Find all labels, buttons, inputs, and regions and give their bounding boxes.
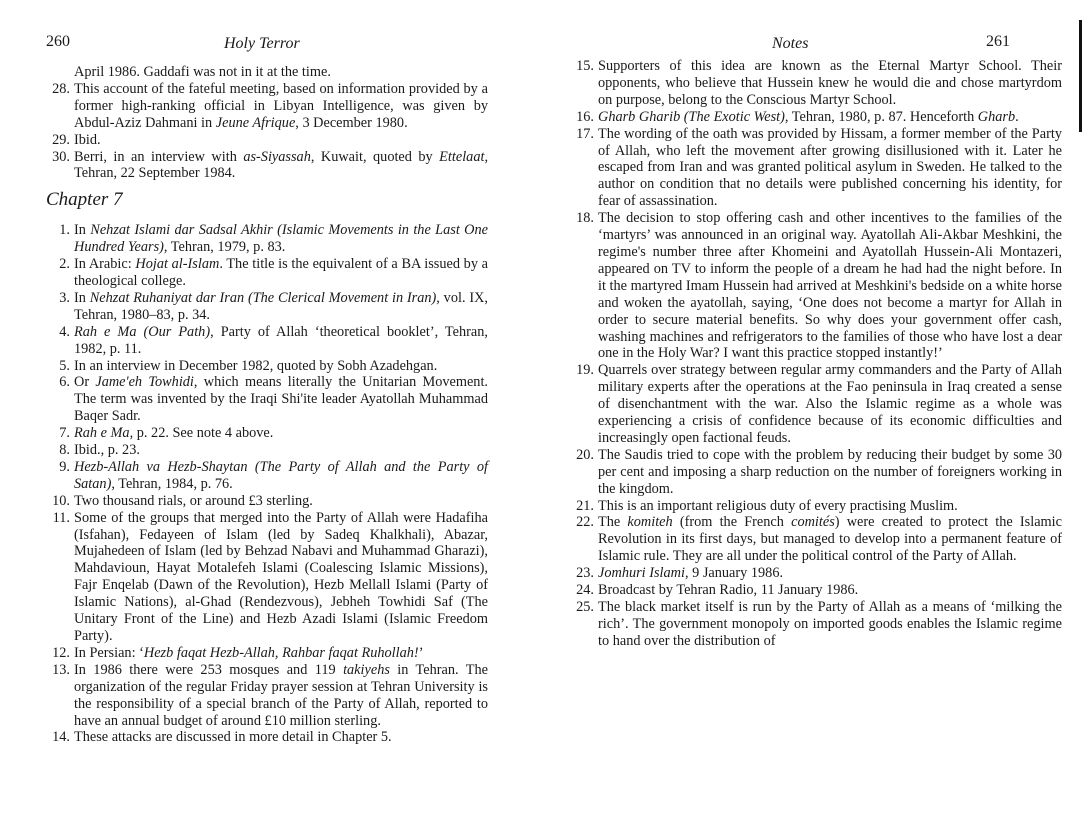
page-edge-line <box>1079 20 1082 132</box>
note-item <box>570 599 1062 650</box>
note-number: 12. <box>52 644 70 661</box>
note-item <box>46 374 488 425</box>
note-text: The decision to stop offering cash and other incentives to the families of the ‘martyrs’ was announced in an original way. Ayatollah Ali-Akbar Meshkini, the regime's number three after Khomeini and Ayatollah Hussein-Ali Montazeri, appeared on TV to inform the people of a dream he had had the night before. In it the martyred Imam Hussein had arrived at Meshkini's bedside on a white horse and woken the ayatollah, saying, ‘One does not become a martyr for Allah in order to secure material benefits. So why does your government offer cash, washing machines and refrigerators to the families of those who have lost a dear one in the Holy War? I want this practice stopped instantly!’ <box>598 210 1062 362</box>
note-text: Rah e Ma (Our Path), Party of Allah ‘theoretical booklet’, Tehran, 1982, p. 11. <box>74 323 488 357</box>
note-number: 1. <box>59 222 70 239</box>
note-text: In Arabic: Hojat al-Islam. The title is the equivalent of a BA issued by a theological college. <box>74 256 489 289</box>
note-number: 18. <box>576 210 594 227</box>
note-number: 30. <box>52 148 70 165</box>
note-number: 13. <box>52 661 70 678</box>
note-text: These attacks are discussed in more detail in Chapter 5. <box>74 729 392 746</box>
note-item <box>570 109 1062 126</box>
note-text: Berri, in an interview with as-Siyassah, Kuwait, quoted by Ettelaat, Tehran, 22 September 1984. <box>74 148 489 182</box>
note-item <box>46 645 488 662</box>
note-item <box>46 81 488 132</box>
note-number: 8. <box>59 442 70 459</box>
running-title: Notes <box>772 35 809 52</box>
note-text: Rah e Ma, p. 22. See note 4 above. <box>74 425 274 442</box>
note-item <box>46 222 488 256</box>
note-text: Supporters of this idea are known as the Eternal Martyr School. Their opponents, who believe that Hussein knew he would die and chose martyrdom on purpose, belong to the Conscious Martyr School. <box>598 58 1062 108</box>
note-item <box>46 324 488 358</box>
page-number: 261 <box>986 33 1010 50</box>
note-number: 6. <box>59 374 70 391</box>
note-item <box>570 58 1062 109</box>
note-item <box>46 493 488 510</box>
note-item <box>46 459 488 493</box>
note-item <box>46 149 488 183</box>
note-number: 28. <box>52 80 70 97</box>
note-text: In Nehzat Islami dar Sadsal Akhir (Islamic Movements in the Last One Hundred Years), Tehran, 1979, p. 83. <box>74 222 488 256</box>
note-number: 19. <box>576 362 594 379</box>
note-text: The black market itself is run by the Party of Allah as a means of ‘milking the rich’. The government monopoly on imported goods enables the Islamic regime to hand over the distribution of <box>598 599 1062 649</box>
note-text: Hezb-Allah va Hezb-Shaytan (The Party of Allah and the Party of Satan), Tehran, 1984, p. 76. <box>74 458 488 492</box>
note-item <box>46 132 488 149</box>
note-item <box>570 565 1062 582</box>
note-item <box>46 425 488 442</box>
note-text: In an interview in December 1982, quoted by Sobh Azadehgan. <box>74 357 438 374</box>
running-title: Holy Terror <box>224 35 300 52</box>
note-number: 7. <box>59 425 70 442</box>
note-number: 22. <box>576 514 594 531</box>
note-text: Quarrels over strategy between regular army commanders and the Party of Allah military experts after the operations at the Fao peninsula in Iraq created a sense of disenchantment with the war. Also the Islamic regime as a whole was experiencing a crisis of confidence because of its economic difficulties and increasingly open factional feuds. <box>598 362 1062 446</box>
note-number: 24. <box>576 582 594 599</box>
note-item <box>570 210 1062 362</box>
note-item <box>570 447 1062 498</box>
note-item <box>46 290 488 324</box>
note-number: 25. <box>576 599 594 615</box>
note-number: 3. <box>59 289 70 306</box>
note-number: 16. <box>576 108 594 125</box>
note-item <box>570 582 1062 599</box>
note-text: Or Jame'eh Towhidi, which means literally the Unitarian Movement. The term was invented by the Iraqi Shi'ite leader Ayatollah Muhammad Baqer Sadr. <box>74 374 488 425</box>
note-text: Gharb Gharib (The Exotic West), Tehran, 1980, p. 87. Henceforth Gharb. <box>598 108 1019 125</box>
note-number: 9. <box>59 458 70 475</box>
note-text: Broadcast by Tehran Radio, 11 January 1986. <box>598 582 859 599</box>
note-text: This account of the fateful meeting, based on information provided by a former high-ranking official in Libyan Intelligence, was given by Abdul-Aziz Dahmani in Jeune Afrique, 3 December 1980. <box>74 80 488 131</box>
note-number: 4. <box>59 323 70 340</box>
note-text: Ibid., p. 23. <box>74 442 140 459</box>
note-item <box>570 362 1062 447</box>
note-item <box>46 358 488 375</box>
note-number: 20. <box>576 446 594 463</box>
note-text: Jomhuri Islami, 9 January 1986. <box>598 565 784 582</box>
note-number: 21. <box>576 497 594 514</box>
note-item <box>46 662 488 730</box>
note-text: Ibid. <box>74 131 101 148</box>
note-number: 11. <box>52 509 70 526</box>
note-number: 14. <box>52 729 70 746</box>
note-text: The wording of the oath was provided by Hissam, a former member of the Party of Allah, who left the movement after growing disillusioned with it. Later he escaped from Iran and was granted political asylum in Sweden. He talked to the author on condition that no details were published concerning his identity, for fear of assassination. <box>598 125 1062 210</box>
chapter-heading: Chapter 7 <box>46 189 123 211</box>
note-item <box>46 256 488 290</box>
note-number: 23. <box>576 565 594 582</box>
note-number: 29. <box>52 131 70 148</box>
note-number: 5. <box>59 357 70 374</box>
notes-column <box>570 58 1062 650</box>
note-text: Two thousand rials, or around £3 sterling. <box>74 492 313 509</box>
notes-before-chapter <box>46 81 488 182</box>
notes-column <box>46 64 488 746</box>
note-text: This is an important religious duty of every practising Muslim. <box>598 497 958 514</box>
note-item <box>46 442 488 459</box>
note-item <box>46 729 488 746</box>
note-continuation: April 1986. Gaddafi was not in it at the time. <box>74 64 331 80</box>
note-text: Some of the groups that merged into the Party of Allah were Hadafiha (Isfahan), Fedayeen of Islam (led by Sadeq Khalkhali), Abazar, Mujahedeen of Islam (led by Behzad Nabavi and Muhammad Gharazi), Mahdavioun, Hayat Motalefeh Islami (Coalescing Islamic Missions), Fajr Enqelab (Dawn of the Revolution), Hezb Mellall Islami (Party of Islamic Nations), al-Ghad (Rendezvous), Jebheh Towhidi Saf (The Unitary Front of the Line) and Hezb Azadi Islami (Islamic Freedom Party). <box>74 509 488 644</box>
note-text: The Saudis tried to cope with the problem by reducing their budget by some 30 per cent and imposing a sharp reduction on the number of foreigners working in the kingdom. <box>598 446 1062 497</box>
note-item <box>570 498 1062 515</box>
note-item <box>570 514 1062 565</box>
note-item <box>570 126 1062 211</box>
note-number: 17. <box>576 125 594 142</box>
note-number: 2. <box>59 256 70 273</box>
note-text: In Persian: ‘Hezb faqat Hezb-Allah, Rahbar faqat Ruhollah!’ <box>74 644 424 661</box>
note-text: The komiteh (from the French comités) were created to protect the Islamic Revolution in its first days, but managed to develop into a permanent feature of Islamic rule. They are all under the political control of the Party of Allah. <box>598 514 1062 565</box>
page-number: 260 <box>46 33 70 50</box>
note-item <box>46 510 488 645</box>
chapter-notes <box>46 222 488 746</box>
chapter-notes <box>570 58 1062 650</box>
right-page <box>546 0 1092 829</box>
note-number: 15. <box>576 58 594 74</box>
note-number: 10. <box>52 492 70 509</box>
note-text: In Nehzat Ruhaniyat dar Iran (The Clerical Movement in Iran), vol. IX, Tehran, 1980–83, p. 34. <box>74 289 488 323</box>
note-text: In 1986 there were 253 mosques and 119 takiyehs in Tehran. The organization of the regular Friday prayer session at Tehran University is the responsibility of a special branch of the Party of Allah, reported to have an annual budget of around £10 million sterling. <box>74 661 488 729</box>
